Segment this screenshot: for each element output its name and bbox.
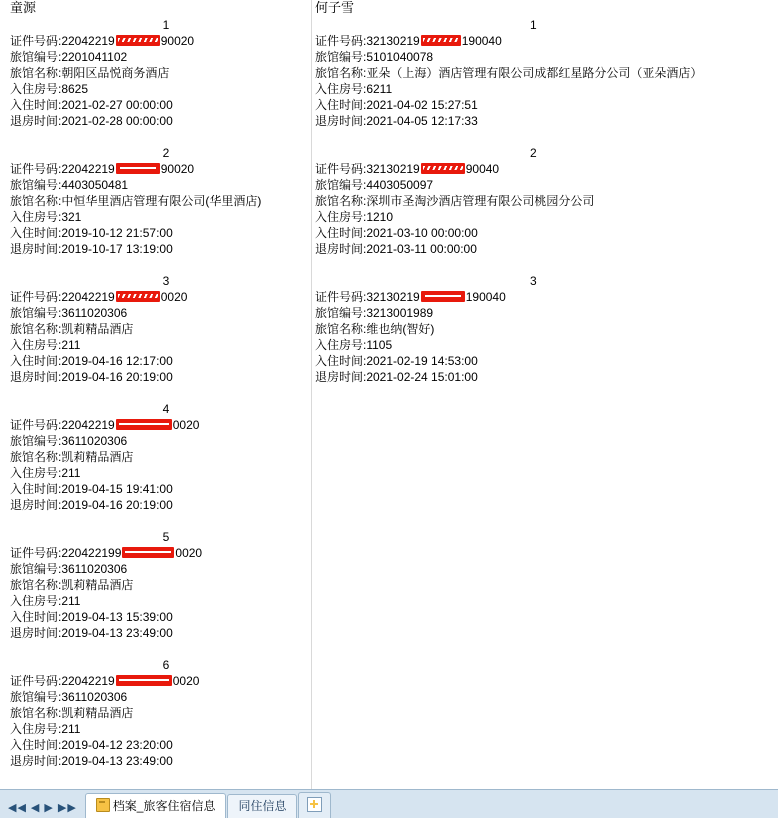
group-index: 2 bbox=[530, 146, 537, 160]
field-label: 证件号码:22042219 bbox=[10, 418, 115, 432]
group-spacer bbox=[10, 513, 322, 529]
record-line: 退房时间:2021-03-11 00:00:00 bbox=[315, 242, 477, 256]
group-spacer bbox=[315, 129, 777, 145]
record-line: 旅馆名称:亚朵（上海）酒店管理有限公司成都红星路分公司（亚朵酒店） bbox=[315, 66, 703, 80]
redaction-mark bbox=[421, 35, 461, 46]
last-sheet-icon[interactable]: ▶▶ bbox=[57, 802, 77, 814]
record-line: 旅馆编号:4403050481 bbox=[10, 178, 129, 192]
record-line: 入住房号:211 bbox=[10, 594, 81, 608]
field-label: 证件号码:22042219 bbox=[10, 674, 115, 688]
record-line: 旅馆编号:3611020306 bbox=[10, 690, 128, 704]
group-index: 3 bbox=[162, 274, 170, 288]
record-line: 入住房号:321 bbox=[10, 210, 82, 224]
column-tong-yuan bbox=[10, 0, 322, 769]
field-value: 0020 bbox=[160, 290, 188, 304]
first-sheet-icon[interactable]: ◀◀ bbox=[8, 802, 27, 814]
record-line: 旅馆名称:深圳市圣淘沙酒店管理有限公司桃园分公司 bbox=[315, 194, 595, 208]
person-name-right: 何子雪 bbox=[315, 0, 355, 15]
record-line bbox=[10, 417, 322, 433]
field-label: 证件号码:22042219 bbox=[10, 290, 115, 304]
record-line bbox=[10, 289, 322, 305]
record-line bbox=[10, 673, 322, 689]
record-line: 入住时间:2021-03-10 00:00:00 bbox=[315, 226, 478, 240]
field-value: 0020 bbox=[175, 546, 203, 560]
record-line: 入住时间:2021-02-27 00:00:00 bbox=[10, 98, 173, 112]
group-index: 1 bbox=[530, 18, 537, 32]
record-line: 入住时间:2019-04-16 12:17:00 bbox=[10, 354, 173, 368]
group-spacer bbox=[10, 129, 322, 145]
record-line: 入住时间:2019-04-15 19:41:00 bbox=[10, 482, 173, 496]
sheet-tab-label: 档案_旅客住宿信息 bbox=[112, 799, 216, 813]
sheet-icon bbox=[96, 798, 110, 812]
new-sheet-button[interactable] bbox=[298, 792, 331, 818]
record-line bbox=[10, 161, 322, 177]
field-value: 90020 bbox=[160, 34, 195, 48]
record-line: 入住房号:1105 bbox=[315, 338, 393, 352]
group-spacer bbox=[10, 641, 322, 657]
record-line: 入住时间:2019-10-12 21:57:00 bbox=[10, 226, 173, 240]
field-value: 0020 bbox=[172, 418, 200, 432]
field-value: 90020 bbox=[160, 162, 195, 176]
record-line: 退房时间:2019-10-17 13:19:00 bbox=[10, 242, 173, 256]
record-line: 退房时间:2021-02-28 00:00:00 bbox=[10, 114, 173, 128]
record-line: 入住房号:211 bbox=[10, 466, 81, 480]
redaction-mark bbox=[116, 35, 160, 46]
group-index: 5 bbox=[162, 530, 170, 544]
field-label: 证件号码:22042219 bbox=[10, 34, 115, 48]
record-line bbox=[315, 289, 777, 305]
record-line: 旅馆编号:3611020306 bbox=[10, 562, 128, 576]
record-line: 旅馆名称:凯莉精品酒店 bbox=[10, 706, 134, 720]
record-line: 旅馆编号:3611020306 bbox=[10, 306, 128, 320]
group-index: 3 bbox=[530, 274, 537, 288]
record-line: 入住房号:1210 bbox=[315, 210, 394, 224]
record-line: 旅馆名称:朝阳区品悦商务酒店 bbox=[10, 66, 170, 80]
record-line: 旅馆名称:维也纳(智好) bbox=[315, 322, 435, 336]
sheet-tab-bar bbox=[0, 789, 778, 818]
field-value: 0020 bbox=[172, 674, 200, 688]
group-index: 6 bbox=[162, 658, 170, 672]
record-line: 入住时间:2019-04-13 15:39:00 bbox=[10, 610, 173, 624]
record-line: 旅馆名称:中恒华里酒店管理有限公司(华里酒店) bbox=[10, 194, 262, 208]
record-line: 入住时间:2021-04-02 15:27:51 bbox=[315, 98, 478, 112]
group-index: 1 bbox=[162, 18, 170, 32]
record-line bbox=[10, 33, 322, 49]
record-line: 旅馆编号:5101040078 bbox=[315, 50, 434, 64]
group-spacer bbox=[315, 257, 777, 273]
record-line: 入住房号:211 bbox=[10, 722, 81, 736]
record-line: 退房时间:2019-04-13 23:49:00 bbox=[10, 754, 173, 768]
field-label: 证件号码:32130219 bbox=[315, 34, 420, 48]
record-line: 旅馆名称:凯莉精品酒店 bbox=[10, 450, 134, 464]
sheet-tab-label: 同住信息 bbox=[238, 799, 287, 813]
prev-sheet-icon[interactable]: ◀ bbox=[30, 802, 41, 814]
redaction-mark bbox=[421, 291, 465, 302]
redaction-mark bbox=[116, 419, 172, 430]
record-line: 退房时间:2019-04-16 20:19:00 bbox=[10, 498, 173, 512]
field-value: 190040 bbox=[465, 290, 506, 304]
sheet-tab[interactable] bbox=[85, 793, 227, 818]
group-spacer bbox=[10, 257, 322, 273]
record-line: 退房时间:2019-04-16 20:19:00 bbox=[10, 370, 173, 384]
redaction-mark bbox=[421, 163, 465, 174]
record-line: 退房时间:2021-04-05 12:17:33 bbox=[315, 114, 478, 128]
group-index: 2 bbox=[162, 146, 170, 160]
record-line: 旅馆名称:凯莉精品酒店 bbox=[10, 322, 134, 336]
record-line: 入住房号:6211 bbox=[315, 82, 393, 96]
sheet-nav-buttons[interactable] bbox=[0, 801, 85, 818]
record-line bbox=[315, 161, 777, 177]
sheet-tabs bbox=[85, 793, 299, 818]
record-line: 退房时间:2021-02-24 15:01:00 bbox=[315, 370, 478, 384]
record-line bbox=[10, 545, 322, 561]
record-line: 入住房号:8625 bbox=[10, 82, 89, 96]
record-line: 入住房号:211 bbox=[10, 338, 81, 352]
record-line: 旅馆名称:凯莉精品酒店 bbox=[10, 578, 134, 592]
redaction-mark bbox=[116, 163, 160, 174]
record-line: 旅馆编号:3213001989 bbox=[315, 306, 434, 320]
person-name-left: 童源 bbox=[10, 0, 37, 15]
field-label: 证件号码:220422199 bbox=[10, 546, 122, 560]
record-line: 旅馆编号:2201041102 bbox=[10, 50, 128, 64]
field-label: 证件号码:22042219 bbox=[10, 162, 115, 176]
plus-icon bbox=[307, 797, 322, 812]
record-line: 退房时间:2019-04-13 23:49:00 bbox=[10, 626, 173, 640]
record-line: 旅馆编号:4403050097 bbox=[315, 178, 434, 192]
field-label: 证件号码:32130219 bbox=[315, 162, 420, 176]
group-index: 4 bbox=[162, 402, 170, 416]
record-line: 入住时间:2021-02-19 14:53:00 bbox=[315, 354, 478, 368]
record-line bbox=[315, 33, 777, 49]
sheet-tab[interactable] bbox=[227, 794, 297, 818]
next-sheet-icon[interactable]: ▶ bbox=[44, 802, 54, 814]
redaction-mark bbox=[116, 291, 160, 302]
redaction-mark bbox=[122, 547, 174, 558]
field-value: 90040 bbox=[465, 162, 500, 176]
record-line: 入住时间:2019-04-12 23:20:00 bbox=[10, 738, 173, 752]
group-spacer bbox=[10, 385, 322, 401]
field-value: 190040 bbox=[461, 34, 502, 48]
redaction-mark bbox=[116, 675, 172, 686]
column-he-zi-xue bbox=[315, 0, 777, 385]
field-label: 证件号码:32130219 bbox=[315, 290, 420, 304]
record-line: 旅馆编号:3611020306 bbox=[10, 434, 128, 448]
